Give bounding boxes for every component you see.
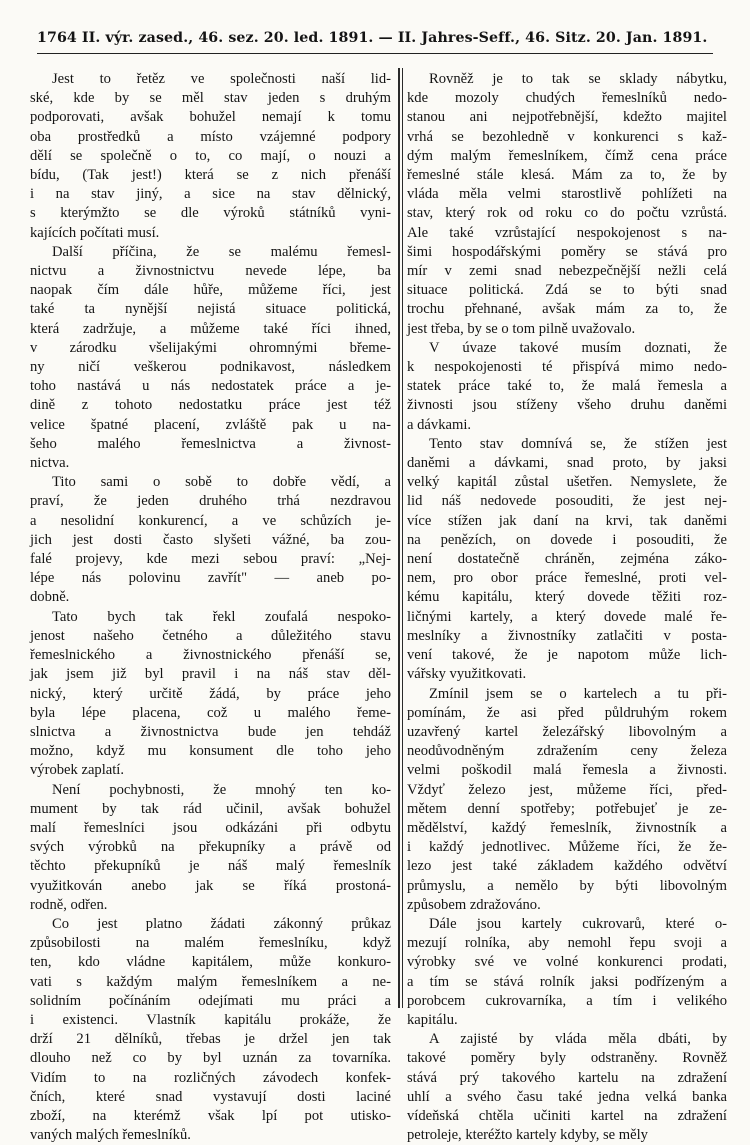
text-line: jak jsem již byl pravil i na náš stav děl- — [30, 666, 391, 683]
text-line: petroleje, kteréžto kartely kdyby, se měly — [407, 1127, 648, 1144]
text-line: rodně, odřen. — [30, 896, 108, 913]
text-line: uzavřený kartel železářský libovolným a — [407, 723, 727, 740]
text-line: uhlí a svého času také jedna velká banka — [407, 1088, 727, 1105]
text-line: Vždyť železo jest, můžeme říci, před- — [407, 781, 727, 798]
text-line: mument by tak rád učinil, avšak bohužel — [30, 800, 391, 817]
text-line: čních, které snad vystavují dosti laciné — [30, 1088, 391, 1105]
paragraph — [30, 608, 391, 781]
paragraph — [407, 915, 727, 1030]
text-line: řemeslnického a živnostnického přenáší se, — [30, 647, 391, 664]
text-line: Další příčina, že se malému řemesl- — [52, 243, 391, 260]
text-line: Tato bych tak řekl zoufalá nespoko- — [52, 608, 391, 625]
text-line: velmi poškodil malá řemesla a živnosti. — [407, 762, 727, 779]
paragraph — [30, 915, 391, 1145]
text-line: nictva. — [30, 455, 70, 472]
text-line: lépe nás polovinu zavřít" — aneb po- — [30, 570, 391, 587]
text-line: dělí se společně o to, co mají, o nouzi a — [30, 147, 391, 164]
text-line: daněmi a dávkami, snad proto, by jaksi — [407, 455, 727, 472]
text-line: Dále jsou kartely cukrovarů, které o- — [429, 915, 727, 932]
text-line: kapitálu. — [407, 1011, 458, 1028]
text-line: mír v zemi snad nebezpečnější nežli celá — [407, 263, 727, 280]
text-line: nem, pro obor práce řemeslné, proti vel- — [407, 570, 727, 587]
text-line: dině z tohoto nedostatku práce jest též — [30, 397, 391, 414]
paragraph — [30, 473, 391, 607]
text-line: byla lépe placena, což u malého řeme- — [30, 704, 391, 721]
page-header — [37, 30, 713, 54]
text-line: slnictva a živnostnictva bude jen tehdáž — [30, 723, 391, 740]
text-line: pomínám, že asi před půldruhým rokem — [407, 704, 727, 721]
text-line: Není pochybnosti, že mnohý ten ko- — [52, 781, 391, 798]
text-line: dým malým řemeslníkem, čímž cena práce — [407, 147, 727, 164]
text-line: kému kapitálu, který dovede těžiti roz- — [407, 589, 727, 606]
text-line: praví, že jeden druhého trhá nezdravou — [30, 493, 391, 510]
text-line: ten, kdo vládne kapitálem, může konkuro- — [30, 954, 391, 971]
text-line: stav, který rok od roku co do počtu vzrůstá. — [407, 205, 727, 222]
paragraph — [30, 781, 391, 915]
text-line: dobně. — [30, 589, 70, 606]
text-line: Tito sami o sobě to dobře vědí, a — [52, 474, 391, 491]
column-divider — [398, 68, 400, 1008]
text-line: i existenci. Vlastník kapitálu prokáže, že — [30, 1011, 391, 1028]
text-line: mezují rolníka, aby nemohl řepu svoji a — [407, 935, 727, 952]
text-line: jest třeba, by se o tom pilně uvažovalo. — [407, 320, 636, 337]
paragraph — [30, 70, 391, 243]
text-line: velice špatné placení, zvláště pak u na- — [30, 416, 391, 433]
text-line: stanou ani nejpotřebnější, kdežto majitel — [407, 109, 727, 126]
text-line: velký kapitál zůstal ušetřen. Nemyslete, že — [407, 474, 727, 491]
text-line: takové poměry byly odstraněny. Rovněž — [407, 1050, 727, 1067]
text-line: k nespokojenosti té přispívá mimo nedo- — [407, 359, 727, 376]
text-line: podporovati, avšak bohužel nemají k tomu — [30, 109, 391, 126]
text-line: více stížen jak daní na krvi, tak daněmi — [407, 512, 727, 529]
text-line: neodůvodněným zdražením ceny železa — [407, 743, 727, 760]
text-line: Jest to řetěz ve společnosti naší lid- — [52, 71, 391, 87]
text-line: těchto překupníků je náš malý řemeslník — [30, 858, 391, 875]
header-rule — [37, 53, 713, 54]
text-line: jich jest dosti často slyšeti vážné, ba zou- — [30, 531, 391, 548]
text-line: způsobilosti na malém řemeslníku, když — [30, 935, 391, 952]
text-line: a tím se stává rolník jaksi podřízeným a — [407, 973, 727, 990]
text-line: výrobky své ve volné konkurenci prodati, — [407, 954, 727, 971]
text-line: mětem denní spotřeby; potřebujeť je ze- — [407, 800, 727, 817]
text-line: vídeňská chtěla učiniti kartel na zdražení — [407, 1107, 727, 1124]
paragraph — [407, 70, 727, 339]
text-line: lezo jest také základem každého odvětví — [407, 858, 727, 875]
text-line: vaných malých řemeslníků. — [30, 1127, 191, 1144]
text-line: i na stav jiný, a sice na stav dělnický, — [30, 186, 391, 203]
text-line: falé projevy, kde mezi sebou praví: „Nej- — [30, 551, 391, 568]
text-line: Zmínil jsem se o kartelech a tu při- — [429, 685, 727, 702]
text-line: Tento stav domnívá se, že stížen jest — [429, 435, 727, 452]
text-line: mědělství, každý řemeslník, živnostník a — [407, 819, 727, 836]
text-line: šeho malého řemeslnictva a živnost- — [30, 435, 391, 452]
text-line: stává prý takového kartelu na zdražení — [407, 1069, 727, 1086]
text-line: v zárodku všelijakými ohromnými břeme- — [30, 339, 391, 356]
text-line: statek práce také to, že malá řemesla a — [407, 378, 727, 395]
text-line: vati s každým malým řemeslníkem a ne- — [30, 973, 391, 990]
text-line: a nesolidní konkurencí, a ve schůzích je- — [30, 512, 391, 529]
text-line: ny ničí veškerou podnikavost, následkem — [30, 359, 391, 376]
text-line: výrobek zaplatí. — [30, 762, 125, 779]
text-line: solidním počínáním odejímati mu práci a — [30, 992, 391, 1009]
text-line: vářsky využitkovati. — [407, 666, 527, 683]
text-line: toho nastává u nás nedostatek práce a je- — [30, 378, 391, 395]
text-line: Vidím to na rozličných závodech konfek- — [30, 1069, 391, 1086]
text-line: zboží, na kterémž však lpí pot utisko- — [30, 1107, 391, 1124]
text-line: situace politická. Zdá se to býti snad — [407, 282, 727, 299]
text-line: bídu, (Tak jest!) která se z nich přenáší — [30, 167, 391, 184]
text-line: i každý jednotlivec. Můžeme říci, že že- — [407, 839, 727, 856]
text-line: nictvu a živnostnictvu nevede lépe, ba — [30, 263, 391, 280]
text-line: průmyslu, a nemělo by býti libovolným — [407, 877, 727, 894]
text-line: Ale také vzrůstající nespokojenost s na- — [407, 224, 727, 241]
text-line: Co jest platno žádati zákonný průkaz — [52, 915, 391, 932]
text-line: způsobem zdražováno. — [407, 896, 541, 913]
text-line: jenost našeho četného a důležitého stavu — [30, 627, 391, 644]
text-line: A zajisté by vláda měla dbáti, by — [429, 1031, 727, 1048]
text-line: šimi hospodářskými poměry se stává pro — [407, 243, 727, 260]
text-line: a dávkami. — [407, 416, 472, 433]
text-line: vrhá se bezohledně v konkurenci s kaž- — [407, 128, 727, 145]
right-column — [407, 70, 727, 1145]
text-line: možno, když mu konsument dle toho jeho — [30, 743, 391, 760]
text-line: malí řemeslníci jsou odkázáni při odbytu — [30, 819, 391, 836]
page-header-text: 1764 II. výr. zased., 46. sez. 20. led. 1891. — II. Jahres-Seff., 46. Sitz. 20. Jan. 1891. — [37, 30, 708, 46]
text-line: také ta nynější nejistá situace politická, — [30, 301, 391, 318]
paragraph — [407, 435, 727, 685]
text-line: oba prostředků a místo vzájemné podpory — [30, 128, 391, 145]
text-line: řemeslné stále klesá. Mám za to, že by — [407, 167, 727, 184]
paragraph — [407, 339, 727, 435]
text-line: není dostatečně chráněn, zejména záko- — [407, 551, 727, 568]
text-line: na penězích, on dovede i posouditi, že — [407, 531, 727, 548]
text-line: vláda měla velmi starostlivě pohlížeti na — [407, 186, 727, 203]
text-line: naopak čím dále hůře, můžeme říci, jest — [30, 282, 391, 299]
text-line: kde mozoly chudých řemeslníků nedo- — [407, 90, 727, 107]
left-column — [30, 70, 391, 1145]
text-line: nický, který určitě žádá, by práce jeho — [30, 685, 391, 702]
paragraph — [30, 243, 391, 473]
column-divider-secondary — [402, 68, 403, 1008]
text-line: lid náš nedovede posouditi, že jest nej- — [407, 493, 727, 510]
text-line: využitkován anebo jak se říká prostoná- — [30, 877, 391, 894]
text-line: porobcem cukrovarníka, a tím i velikého — [407, 992, 727, 1009]
text-line: trochu přehnané, avšak mám za to, že — [407, 301, 727, 318]
text-line: vení takové, že je napotom může lich- — [407, 647, 727, 664]
text-line: svých výrobků na překupníky a právě od — [30, 839, 391, 856]
text-line: ské, kde by se měl stav jeden s druhým — [30, 90, 391, 107]
text-line: dlouho než co by byl uznán za tovarníka. — [30, 1050, 391, 1067]
text-line: ličnými kartely, a který dovede malé ře- — [407, 608, 727, 625]
text-line: drží 21 dělníků, třebas je držel jen tak — [30, 1031, 391, 1048]
text-line: živnosti jsou stíženy všeho druhu daněmi — [407, 397, 727, 414]
paragraph — [407, 685, 727, 915]
text-line: V úvaze takové musím doznati, že — [429, 339, 727, 356]
text-line: která zadržuje, a můžeme také říci ihned, — [30, 320, 391, 337]
text-line: Rovněž je to tak se sklady nábytku, — [429, 71, 727, 87]
paragraph — [407, 1030, 727, 1145]
text-line: s kterýmžto se dle výroků státníků vyni- — [30, 205, 391, 222]
text-line: kajících počítati musí. — [30, 224, 160, 241]
text-line: meslníky a živnostníky zatlačiti v posta- — [407, 627, 727, 644]
